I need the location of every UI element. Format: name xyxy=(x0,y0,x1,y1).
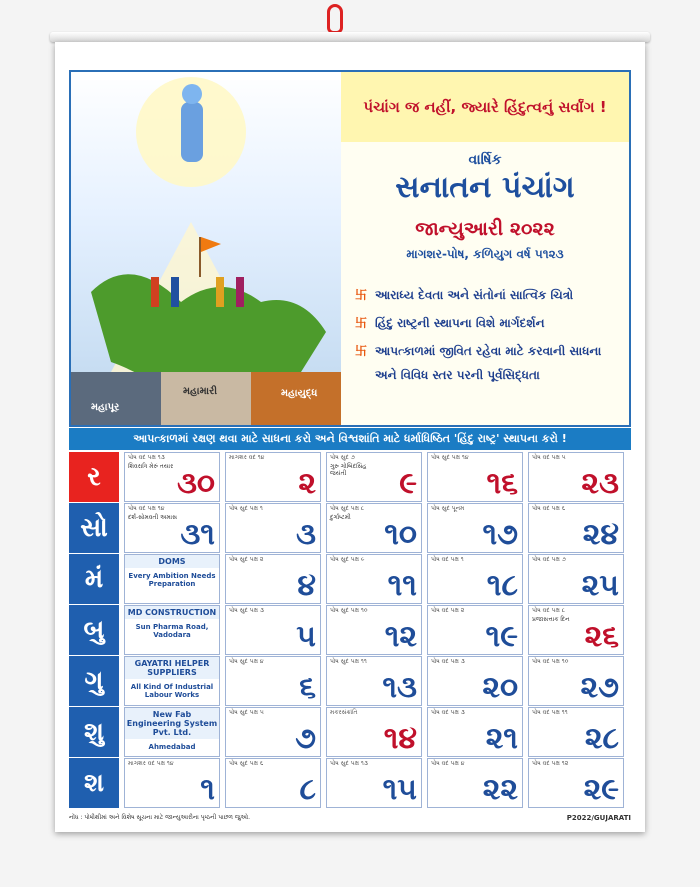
day-label: ર xyxy=(69,452,119,502)
ad-heading: New Fab Engineering System Pvt. Ltd. xyxy=(126,710,218,737)
tithi-label: પોષ સુદ પક્ષ ૬ xyxy=(229,760,264,767)
ad-text: All Kind Of Industrial Labour Works xyxy=(130,683,214,699)
date-cell[interactable] xyxy=(225,605,321,655)
ad-text: Sun Pharma Road, Vadodara xyxy=(135,623,209,639)
date-number: ૨૮ xyxy=(584,721,619,756)
date-cell[interactable] xyxy=(326,656,422,706)
day-label: મં xyxy=(69,554,119,604)
date-cell[interactable] xyxy=(528,758,624,808)
date-number: ૧૦ xyxy=(384,517,417,552)
print-code: P2022/GUJARATI xyxy=(566,814,631,822)
title-panel xyxy=(341,72,629,425)
date-cell[interactable] xyxy=(326,503,422,553)
date-cell[interactable] xyxy=(225,758,321,808)
date-cell[interactable] xyxy=(225,503,321,553)
ad-heading: MD CONSTRUCTION xyxy=(125,606,219,619)
date-number: ૧૯ xyxy=(485,619,518,654)
date-cell[interactable] xyxy=(528,554,624,604)
date-cell[interactable] xyxy=(225,707,321,757)
advertisement xyxy=(124,656,220,706)
date-number: ૨ xyxy=(298,466,316,501)
tithi-label: પોષ વદ પક્ષ ૧૨ xyxy=(532,760,569,767)
date-cell[interactable] xyxy=(225,656,321,706)
date-cell[interactable] xyxy=(225,554,321,604)
date-number: ૧૨ xyxy=(384,619,417,654)
date-number: ૪ xyxy=(297,568,316,603)
date-number: ૧૫ xyxy=(382,772,417,807)
appeal-strip: આપત્કાળમાં રક્ષણ થવા માટે સાધના કરો અને વિશ્વશાંતિ માટે ધર્માધિષ્ઠિત 'હિંદુ રાષ્ટ્ર' સ્થાપના કરો ! xyxy=(69,428,631,450)
date-cell[interactable] xyxy=(326,758,422,808)
tithi-label: પોષ સુદ પક્ષ ૩ xyxy=(229,607,264,614)
tithi-label: પોષ સુદ પક્ષ ૨ xyxy=(229,556,264,563)
ad-text: Every Ambition Needs Preparation xyxy=(128,572,216,588)
date-cell[interactable] xyxy=(124,503,220,553)
bullet-4: અને વિવિધ સ્તર પરની પૂર્વસિદ્ધતા xyxy=(375,368,540,382)
date-cell[interactable] xyxy=(326,452,422,502)
date-number: ૨૯ xyxy=(583,772,619,807)
tithi-label: માગશર વદ ૧૪ xyxy=(229,454,265,461)
date-number: ૨૩ xyxy=(581,466,619,501)
tithi-label: પોષ વદ પક્ષ ૫ xyxy=(532,454,566,461)
date-number: ૧૭ xyxy=(482,517,518,552)
ad-heading: DOMS xyxy=(125,555,219,568)
date-cell[interactable] xyxy=(326,707,422,757)
tithi-label: પોષ વદ પક્ષ ૩ xyxy=(431,658,465,665)
tithi-label: પોષ સુદ પક્ષ ૧૩ xyxy=(330,760,368,767)
tithi-label: પોષ વદ પક્ષ ૧૦ xyxy=(532,658,569,665)
date-cell[interactable] xyxy=(528,707,624,757)
illustration-art xyxy=(71,72,341,425)
date-number: ૭ xyxy=(295,721,316,756)
swastik-icon: 卐 xyxy=(355,288,368,302)
date-number: ૬ xyxy=(299,670,316,705)
tithi-label: પોષ સુદ પક્ષ ૧૪ xyxy=(431,454,469,461)
tithi-label: પોષ વદ પક્ષ ૩ xyxy=(431,709,465,716)
date-cell[interactable] xyxy=(225,452,321,502)
date-cell[interactable] xyxy=(528,656,624,706)
date-cell[interactable] xyxy=(427,554,523,604)
date-number: ૩૦ xyxy=(176,466,215,501)
date-number: ૩૧ xyxy=(180,517,215,552)
date-number: ૮ xyxy=(299,772,316,807)
date-cell[interactable] xyxy=(427,707,523,757)
calendar-title: સનાતન પંચાંગ xyxy=(395,170,575,205)
day-label: શુ xyxy=(69,707,119,757)
label-epidemic: મહામારી xyxy=(183,386,218,397)
tithi-label: પોષ વદ પક્ષ ૮ xyxy=(532,607,566,614)
date-number: ૧૬ xyxy=(486,466,518,501)
ad-text: Ahmedabad xyxy=(148,743,196,751)
hanger-hook xyxy=(327,4,343,34)
festival-note: શિવરાત્રિ મેરું તયાર xyxy=(128,463,174,470)
bullet-2: 卐 હિંદુ રાષ્ટ્રની સ્થાપના વિશે માર્ગદર્શન xyxy=(355,316,545,330)
footer-note: નોંધ : પોષીથીમાં અને વિશેષ સૂચના માટે જાન્યુઆરીના પૃષ્ઠની પાછળ જુઓ. xyxy=(69,814,251,821)
tithi-label: પોષ વદ પક્ષ ૭ xyxy=(532,556,566,563)
swastik-icon: 卐 xyxy=(355,316,368,330)
label-flood: મહાપૂર xyxy=(91,402,120,413)
date-number: ૨૪ xyxy=(582,517,619,552)
day-label: ગુ xyxy=(69,656,119,706)
tithi-label: માગશર વદ પક્ષ ૧૪ xyxy=(128,760,174,767)
tithi-label: પોષ સુદ પક્ષ ૯ xyxy=(330,556,365,563)
tithi-label: પોષ વદ પક્ષ ૧૪ xyxy=(128,505,165,512)
date-number: ૫ xyxy=(296,619,316,654)
tithi-label: પોષ સુદ પક્ષ ૪ xyxy=(229,658,264,665)
date-number: ૧ xyxy=(200,772,215,807)
date-number: ૧૮ xyxy=(486,568,518,603)
tithi-label: પોષ સુદ પક્ષ ૧૦ xyxy=(330,607,368,614)
tithi-label: મકરસંક્રાંતિ xyxy=(330,709,358,716)
month-label: જાન્યુઆરી ૨૦૨૨ xyxy=(415,218,555,240)
day-label: શ xyxy=(69,758,119,808)
tithi-label: પોષ વદ પક્ષ ૧૩ xyxy=(128,454,165,461)
date-number: ૨૦ xyxy=(482,670,518,705)
varshik-label: વાર્ષિક xyxy=(468,152,502,168)
date-number: ૧૩ xyxy=(382,670,417,705)
festival-note: પ્રજાસત્તાક દિન xyxy=(532,616,570,623)
calendar-grid xyxy=(69,452,631,812)
advertisement xyxy=(124,707,220,757)
tithi-label: પોષ વદ પક્ષ ૧૧ xyxy=(532,709,568,716)
date-cell[interactable] xyxy=(326,605,422,655)
tithi-label: પોષ વદ પક્ષ ૬ xyxy=(532,505,566,512)
tithi-label: પોષ સુદ પક્ષ ૧ xyxy=(229,505,263,512)
festival-note: દુર્ગાષ્ટમી xyxy=(330,514,351,521)
tithi-label: પોષ સુદ ૭ xyxy=(330,454,355,461)
date-cell[interactable] xyxy=(528,452,624,502)
date-cell[interactable] xyxy=(124,758,220,808)
date-number: ૨૨ xyxy=(482,772,518,807)
date-number: ૨૫ xyxy=(581,568,619,603)
date-cell[interactable] xyxy=(427,503,523,553)
date-cell[interactable] xyxy=(427,452,523,502)
advertisement xyxy=(124,554,220,604)
date-number: ૨૭ xyxy=(580,670,619,705)
tithi-label: પોષ વદ પક્ષ ૪ xyxy=(431,760,465,767)
bullet-1: 卐 આરાધ્ય દેવતા અને સંતોનાં સાત્વિક ચિત્રો xyxy=(355,288,574,302)
tithi-label: પોષ સુદ પક્ષ ૧૧ xyxy=(330,658,367,665)
day-label: સો xyxy=(69,503,119,553)
label-war: મહાયુદ્ધ xyxy=(281,388,318,399)
hanging-rod xyxy=(50,32,650,42)
tithi-label: પોષ વદ પક્ષ ૨ xyxy=(431,607,465,614)
festival-note: દર્શ-સોમવતી અમાસ xyxy=(128,514,177,521)
date-number: ૧૧ xyxy=(387,568,417,603)
festival-note: ગુરુ ગોબિંદસિંહ જયંતી xyxy=(330,463,367,477)
header-banner xyxy=(69,70,631,427)
date-cell[interactable] xyxy=(427,656,523,706)
tithi-label: પોષ વદ પક્ષ ૧ xyxy=(431,556,464,563)
ad-heading: GAYATRI HELPER SUPPLIERS xyxy=(125,657,219,679)
date-number: ૩ xyxy=(296,517,316,552)
date-cell[interactable] xyxy=(326,554,422,604)
date-cell[interactable] xyxy=(427,758,523,808)
bullet-3: 卐 આપત્કાળમાં જીવિત રહેવા માટે કરવાની સાધના xyxy=(355,344,602,358)
date-cell[interactable] xyxy=(124,452,220,502)
swastik-icon: 卐 xyxy=(355,344,368,358)
date-number: ૯ xyxy=(399,466,417,501)
date-cell[interactable] xyxy=(528,605,624,655)
date-number: ૨૬ xyxy=(584,619,619,654)
era-label: માગશર-પોષ, કળિયુગ વર્ષ ૫૧૨૩ xyxy=(406,247,564,261)
date-cell[interactable] xyxy=(528,503,624,553)
illustration xyxy=(71,72,341,425)
date-cell[interactable] xyxy=(427,605,523,655)
tithi-label: પોષ સુદ પક્ષ ૮ xyxy=(330,505,365,512)
tagline: પંચાંગ જ નહીં, જ્યારે હિંદુત્વનું સર્વાંગ ! xyxy=(341,72,629,142)
date-number: ૨૧ xyxy=(485,721,518,756)
date-number: ૧૪ xyxy=(383,721,417,756)
day-label: બુ xyxy=(69,605,119,655)
tithi-label: પોષ સુદ પૂનમ xyxy=(431,505,465,512)
calendar-sheet xyxy=(55,42,645,832)
footer xyxy=(69,814,631,826)
tithi-label: પોષ સુદ પક્ષ ૫ xyxy=(229,709,264,716)
advertisement xyxy=(124,605,220,655)
